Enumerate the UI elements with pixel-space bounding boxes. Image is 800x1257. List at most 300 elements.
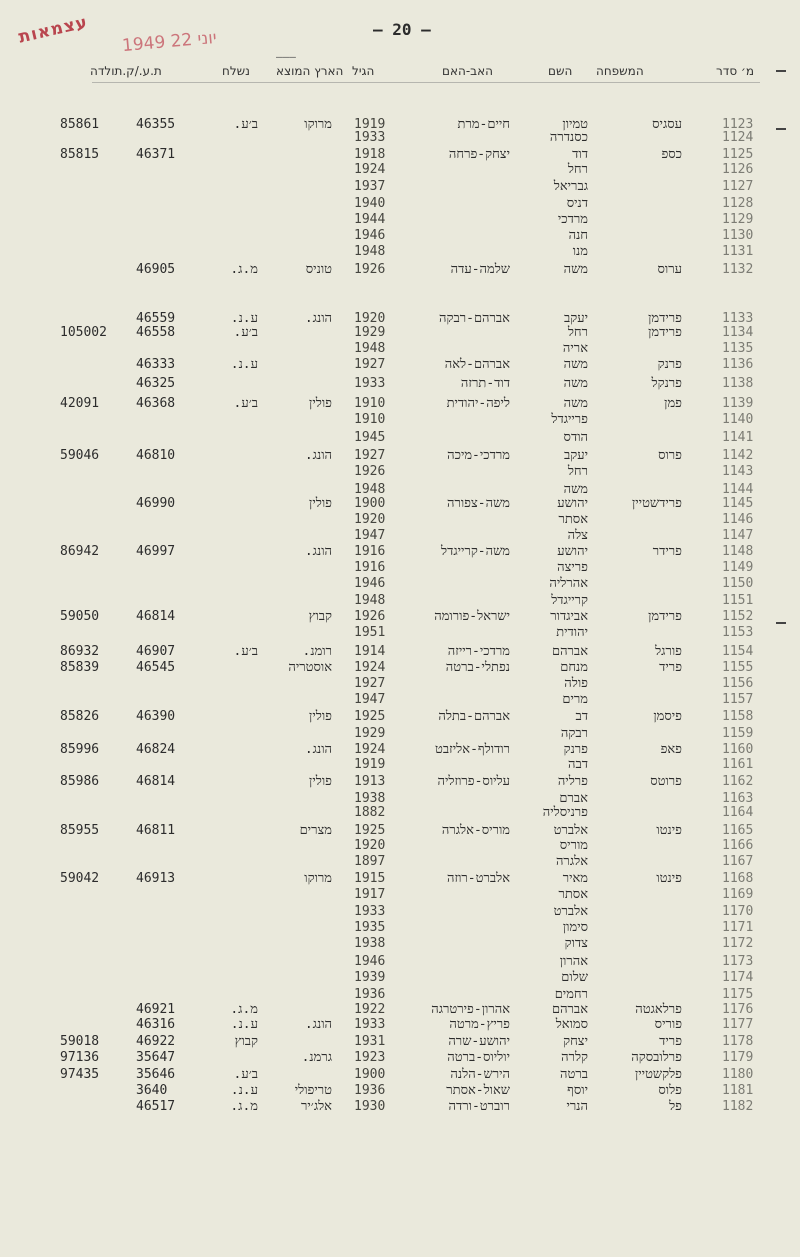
page-number: – 20 – [373, 20, 431, 39]
year-cell: 1945 [354, 430, 386, 445]
first-name-cell: אריה [562, 341, 588, 356]
first-name-cell: קלרה [561, 1050, 588, 1065]
parents-cell: אברהם-בתלה [438, 709, 510, 724]
id-number-cell: 46814 [136, 774, 176, 789]
sent-cell: ב׳ע. [233, 396, 258, 411]
header-family: המשפחה [596, 64, 644, 78]
origin-cell: מצרים [299, 823, 332, 838]
serial-cell: 1176 [722, 1002, 754, 1017]
year-cell: 1900 [354, 1067, 386, 1082]
id-number-cell: 46545 [136, 660, 176, 675]
year-cell: 1913 [354, 774, 386, 789]
serial-cell: 1136 [722, 357, 754, 372]
serial-cell: 1140 [722, 412, 754, 427]
header-dash-line: ——— [276, 50, 296, 63]
family-name-cell: ערוס [657, 262, 682, 277]
serial-cell: 1139 [722, 396, 754, 411]
parents-cell: שלמה-עדה [450, 262, 510, 277]
origin-cell: טריפולי [294, 1083, 332, 1098]
first-name-cell: ברטה [560, 1067, 588, 1082]
year-cell: 1910 [354, 412, 386, 427]
parents-cell: ליפה-יהודית [446, 396, 510, 411]
origin-cell: הונג. [304, 448, 332, 463]
first-name-cell: אסתר [558, 512, 588, 527]
year-cell: 1936 [354, 1083, 386, 1098]
family-name-cell: פרידמן [648, 311, 682, 326]
first-name-cell: משה [563, 262, 588, 277]
first-name-cell: דב [575, 709, 588, 724]
family-name-cell: פמן [664, 396, 682, 411]
record-number-cell: 97435 [60, 1067, 100, 1082]
id-number-cell: 46559 [136, 311, 176, 326]
serial-cell: 1151 [722, 593, 754, 608]
year-cell: 1927 [354, 676, 386, 691]
year-cell: 1916 [354, 544, 386, 559]
year-cell: 1937 [354, 179, 386, 194]
serial-cell: 1154 [722, 644, 754, 659]
origin-cell: גרמנ. [301, 1050, 332, 1065]
id-number-cell: 46390 [136, 709, 176, 724]
id-number-cell: 46810 [136, 448, 176, 463]
year-cell: 1919 [354, 757, 386, 772]
year-cell: 1936 [354, 987, 386, 1002]
serial-cell: 1175 [722, 987, 754, 1002]
serial-cell: 1124 [722, 130, 754, 145]
first-name-cell: דניס [566, 196, 588, 211]
first-name-cell: יהושע [557, 496, 588, 511]
date-stamp: 1949 יוני 22 [121, 27, 218, 57]
header-parents: האב-האם [442, 64, 493, 78]
serial-cell: 1153 [722, 625, 754, 640]
id-number-cell: 46922 [136, 1034, 176, 1049]
year-cell: 1920 [354, 311, 386, 326]
family-name-cell: פרוטס [650, 774, 682, 789]
serial-cell: 1161 [722, 757, 754, 772]
year-cell: 1935 [354, 920, 386, 935]
serial-cell: 1135 [722, 341, 754, 356]
sent-cell: ע.נ. [230, 1083, 258, 1098]
record-number-cell: 86942 [60, 544, 100, 559]
parents-cell: שאול-אסתר [446, 1083, 510, 1098]
origin-cell: הונג. [304, 1017, 332, 1032]
first-name-cell: יוסף [567, 1083, 588, 1098]
family-name-cell: פריד [659, 1034, 682, 1049]
family-name-cell: פרידשטיין [631, 496, 682, 511]
first-name-cell: הודס [563, 430, 588, 445]
year-cell: 1897 [354, 854, 386, 869]
record-number-cell: 59050 [60, 609, 100, 624]
record-number-cell: 42091 [60, 396, 100, 411]
first-name-cell: דבה [568, 757, 588, 772]
id-number-cell: 46811 [136, 823, 176, 838]
serial-cell: 1150 [722, 576, 754, 591]
year-cell: 1926 [354, 609, 386, 624]
year-cell: 1927 [354, 448, 386, 463]
family-name-cell: פריד [659, 660, 682, 675]
serial-cell: 1123 [722, 117, 754, 132]
first-name-cell: מנו [572, 244, 588, 259]
first-name-cell: מאיר [562, 871, 588, 886]
first-name-cell: כסנדרה [549, 130, 588, 145]
year-cell: 1917 [354, 887, 386, 902]
year-cell: 1924 [354, 742, 386, 757]
year-cell: 1946 [354, 576, 386, 591]
parents-cell: יהושע-שרה [448, 1034, 510, 1049]
first-name-cell: משה [563, 482, 588, 497]
serial-cell: 1132 [722, 262, 754, 277]
first-name-cell: גבריאל [553, 179, 588, 194]
year-cell: 1948 [354, 593, 386, 608]
first-name-cell: דוד [572, 147, 588, 162]
year-cell: 1919 [354, 117, 386, 132]
first-name-cell: פולה [564, 676, 588, 691]
origin-cell: פולין [309, 774, 332, 789]
year-cell: 1948 [354, 244, 386, 259]
first-name-cell: אהרליה [549, 576, 588, 591]
family-name-cell: עסגיס [652, 117, 682, 132]
serial-cell: 1131 [722, 244, 754, 259]
serial-cell: 1162 [722, 774, 754, 789]
page-number-value: 20 [392, 20, 412, 39]
table-row [0, 373, 800, 395]
first-name-cell: משה [563, 357, 588, 372]
family-name-cell: פרידמן [648, 325, 682, 340]
sent-cell: ע.נ. [230, 311, 258, 326]
first-name-cell: שלום [561, 970, 588, 985]
serial-cell: 1181 [722, 1083, 754, 1098]
header-year: הגיל [352, 64, 375, 78]
family-name-cell: פינטו [656, 871, 682, 886]
edge-tick-mark [776, 622, 786, 624]
sent-cell: מ.ג. [230, 262, 258, 277]
year-cell: 1946 [354, 228, 386, 243]
year-cell: 1918 [354, 147, 386, 162]
first-name-cell: משה [563, 396, 588, 411]
family-name-cell: פרלאגטה [635, 1002, 682, 1017]
family-name-cell: פינטו [656, 823, 682, 838]
year-cell: 1929 [354, 325, 386, 340]
family-name-cell: פאפ [660, 742, 682, 757]
year-cell: 1933 [354, 1017, 386, 1032]
header-origin: הארץ המוצא [276, 64, 344, 78]
id-number-cell: 46913 [136, 871, 176, 886]
serial-cell: 1168 [722, 871, 754, 886]
year-cell: 1882 [354, 805, 386, 820]
serial-cell: 1173 [722, 954, 754, 969]
parents-cell: יוליוס-ברטה [447, 1050, 510, 1065]
year-cell: 1920 [354, 838, 386, 853]
id-number-cell: 46316 [136, 1017, 176, 1032]
year-cell: 1927 [354, 357, 386, 372]
record-number-cell: 59046 [60, 448, 100, 463]
year-cell: 1923 [354, 1050, 386, 1065]
family-name-cell: פוריס [654, 1017, 682, 1032]
id-number-cell: 46333 [136, 357, 176, 372]
header-first-name: השם [548, 64, 573, 78]
parents-cell: מרדכי-מיכה [447, 448, 510, 463]
year-cell: 1925 [354, 823, 386, 838]
origin-cell: מרוקו [304, 117, 332, 132]
serial-cell: 1171 [722, 920, 754, 935]
serial-cell: 1145 [722, 496, 754, 511]
family-name-cell: פרלובסקה [631, 1050, 682, 1065]
family-name-cell: פרוס [658, 448, 682, 463]
family-name-cell: פלוס [658, 1083, 682, 1098]
first-name-cell: אלברט [553, 904, 588, 919]
serial-cell: 1144 [722, 482, 754, 497]
serial-cell: 1127 [722, 179, 754, 194]
record-number-cell: 105002 [60, 325, 107, 340]
first-name-cell: אביגדור [550, 609, 588, 624]
id-number-cell: 46905 [136, 262, 176, 277]
serial-cell: 1129 [722, 212, 754, 227]
record-number-cell: 97136 [60, 1050, 100, 1065]
parents-cell: רוברט-ורדה [448, 1099, 510, 1114]
first-name-cell: יעקב [564, 448, 588, 463]
year-cell: 1933 [354, 376, 386, 391]
first-name-cell: אברהם [551, 644, 588, 659]
red-ink-stamp: עצמאות [16, 12, 90, 48]
parents-cell: משה-קרייגדל [441, 544, 510, 559]
year-cell: 1933 [354, 904, 386, 919]
year-cell: 1940 [354, 196, 386, 211]
origin-cell: הונג. [304, 544, 332, 559]
first-name-cell: חנה [568, 228, 588, 243]
serial-cell: 1158 [722, 709, 754, 724]
origin-cell: מרוקו [304, 871, 332, 886]
family-name-cell: פרנק [657, 357, 682, 372]
year-cell: 1939 [354, 970, 386, 985]
serial-cell: 1182 [722, 1099, 754, 1114]
record-number-cell: 85839 [60, 660, 100, 675]
year-cell: 1938 [354, 936, 386, 951]
id-number-cell: 46325 [136, 376, 176, 391]
parents-cell: דוד-תרזה [460, 376, 510, 391]
first-name-cell: יעקב [564, 311, 588, 326]
header-id-columns: ת.ע./ק.תולדה [90, 64, 162, 78]
year-cell: 1947 [354, 692, 386, 707]
parents-cell: אברהם-רבקה [439, 311, 510, 326]
serial-cell: 1170 [722, 904, 754, 919]
year-cell: 1933 [354, 130, 386, 145]
serial-cell: 1177 [722, 1017, 754, 1032]
id-number-cell: 46990 [136, 496, 176, 511]
first-name-cell: רבקה [560, 726, 588, 741]
id-number-cell: 46371 [136, 147, 176, 162]
serial-cell: 1180 [722, 1067, 754, 1082]
first-name-cell: משה [563, 376, 588, 391]
serial-cell: 1172 [722, 936, 754, 951]
id-number-cell: 46824 [136, 742, 176, 757]
year-cell: 1931 [354, 1034, 386, 1049]
parents-cell: הירש-הלנה [450, 1067, 510, 1082]
first-name-cell: סימון [562, 920, 588, 935]
id-number-cell: 35646 [136, 1067, 176, 1082]
id-number-cell: 46814 [136, 609, 176, 624]
id-number-cell: 46517 [136, 1099, 176, 1114]
record-number-cell: 85861 [60, 117, 100, 132]
serial-cell: 1164 [722, 805, 754, 820]
first-name-cell: אלגרה [555, 854, 588, 869]
first-name-cell: רחל [567, 464, 588, 479]
first-name-cell: פרייגדל [551, 412, 588, 427]
serial-cell: 1143 [722, 464, 754, 479]
sent-cell: מ.ג. [230, 1002, 258, 1017]
record-number-cell: 85955 [60, 823, 100, 838]
serial-cell: 1166 [722, 838, 754, 853]
year-cell: 1938 [354, 791, 386, 806]
id-number-cell: 46921 [136, 1002, 176, 1017]
sent-cell: ע.נ. [230, 357, 258, 372]
sent-cell: ב׳ע. [233, 644, 258, 659]
parents-cell: עליוס-פרוזליה [437, 774, 510, 789]
serial-cell: 1141 [722, 430, 754, 445]
first-name-cell: יהודית [556, 625, 588, 640]
origin-cell: הונג. [304, 311, 332, 326]
edge-tick-mark [776, 128, 786, 130]
first-name-cell: רחל [567, 162, 588, 177]
parents-cell: אלברט-רוזה [446, 871, 510, 886]
origin-cell: הונג. [304, 742, 332, 757]
serial-cell: 1174 [722, 970, 754, 985]
year-cell: 1924 [354, 660, 386, 675]
serial-cell: 1179 [722, 1050, 754, 1065]
family-name-cell: פלקשטיין [634, 1067, 682, 1082]
serial-cell: 1163 [722, 791, 754, 806]
parents-cell: ישראל-פורומה [434, 609, 510, 624]
parents-cell: מרדכי-רייזה [447, 644, 510, 659]
serial-cell: 1160 [722, 742, 754, 757]
year-cell: 1922 [354, 1002, 386, 1017]
record-number-cell: 85986 [60, 774, 100, 789]
serial-cell: 1126 [722, 162, 754, 177]
header-sent: נשלח [222, 64, 250, 78]
sent-cell: ב׳ע. [233, 325, 258, 340]
family-name-cell: פל [669, 1099, 682, 1114]
year-cell: 1920 [354, 512, 386, 527]
first-name-cell: פרניסליה [542, 805, 588, 820]
serial-cell: 1167 [722, 854, 754, 869]
sent-cell: מ.ג. [230, 1099, 258, 1114]
first-name-cell: מנחם [560, 660, 588, 675]
year-cell: 1924 [354, 162, 386, 177]
first-name-cell: יצחק [563, 1034, 588, 1049]
table-row [0, 259, 800, 281]
record-number-cell: 86932 [60, 644, 100, 659]
year-cell: 1947 [354, 528, 386, 543]
serial-cell: 1149 [722, 560, 754, 575]
id-number-cell: 46997 [136, 544, 176, 559]
year-cell: 1900 [354, 496, 386, 511]
parents-cell: יצחק-פרחה [448, 147, 510, 162]
year-cell: 1914 [354, 644, 386, 659]
parents-cell: מוריס-אלגרה [441, 823, 510, 838]
origin-cell: אלג׳יר [301, 1099, 332, 1114]
first-name-cell: רחמים [554, 987, 588, 1002]
id-number-cell: 46558 [136, 325, 176, 340]
year-cell: 1916 [354, 560, 386, 575]
parents-cell: נפתלי-ברטה [445, 660, 510, 675]
origin-cell: פולין [309, 709, 332, 724]
serial-cell: 1169 [722, 887, 754, 902]
sent-cell: ע.נ. [230, 1017, 258, 1032]
record-number-cell: 85996 [60, 742, 100, 757]
first-name-cell: מרים [562, 692, 588, 707]
parents-cell: חיים-מרת [457, 117, 510, 132]
sent-cell: קבוץ [234, 1034, 258, 1049]
origin-cell: טוניס [305, 262, 332, 277]
record-number-cell: 59042 [60, 871, 100, 886]
year-cell: 1948 [354, 482, 386, 497]
origin-cell: פולין [309, 496, 332, 511]
first-name-cell: מוריס [559, 838, 588, 853]
first-name-cell: אברהם [551, 1002, 588, 1017]
serial-cell: 1178 [722, 1034, 754, 1049]
serial-cell: 1128 [722, 196, 754, 211]
serial-cell: 1142 [722, 448, 754, 463]
family-name-cell: כספ [661, 147, 682, 162]
year-cell: 1915 [354, 871, 386, 886]
serial-cell: 1138 [722, 376, 754, 391]
first-name-cell: הנרי [566, 1099, 588, 1114]
first-name-cell: צלה [567, 528, 588, 543]
first-name-cell: אלברט [553, 823, 588, 838]
parents-cell: אהרון-פירטרגה [431, 1002, 510, 1017]
first-name-cell: אהרון [559, 954, 588, 969]
origin-cell: פולין [309, 396, 332, 411]
family-name-cell: פרידר [652, 544, 682, 559]
serial-cell: 1133 [722, 311, 754, 326]
first-name-cell: פרנק [563, 742, 588, 757]
table-row [0, 1096, 800, 1118]
serial-cell: 1152 [722, 609, 754, 624]
serial-cell: 1147 [722, 528, 754, 543]
year-cell: 1926 [354, 464, 386, 479]
parents-cell: רודולף-אליזבט [435, 742, 510, 757]
id-number-cell: 46355 [136, 117, 176, 132]
year-cell: 1930 [354, 1099, 386, 1114]
record-number-cell: 85826 [60, 709, 100, 724]
year-cell: 1926 [354, 262, 386, 277]
id-number-cell: 3640 [136, 1083, 168, 1098]
family-name-cell: פורגל [655, 644, 682, 659]
header-serial: מ׳ סדר [716, 64, 755, 78]
parents-cell: אברהם-לאה [444, 357, 510, 372]
serial-cell: 1159 [722, 726, 754, 741]
first-name-cell: טמיון [562, 117, 588, 132]
serial-cell: 1156 [722, 676, 754, 691]
serial-cell: 1157 [722, 692, 754, 707]
record-number-cell: 59018 [60, 1034, 100, 1049]
year-cell: 1910 [354, 396, 386, 411]
family-name-cell: פרידמן [648, 609, 682, 624]
first-name-cell: צדוק [564, 936, 588, 951]
first-name-cell: סמואל [555, 1017, 588, 1032]
first-name-cell: יהושע [557, 544, 588, 559]
serial-cell: 1130 [722, 228, 754, 243]
first-name-cell: פרליה [557, 774, 588, 789]
sent-cell: ב׳ע. [233, 1067, 258, 1082]
year-cell: 1929 [354, 726, 386, 741]
parents-cell: פריץ-מרטה [449, 1017, 510, 1032]
origin-cell: רומנ. [302, 644, 332, 659]
year-cell: 1948 [354, 341, 386, 356]
family-name-cell: פרנקל [651, 376, 682, 391]
parents-cell: משה-צפורה [446, 496, 510, 511]
edge-tick-mark [776, 70, 786, 72]
serial-cell: 1155 [722, 660, 754, 675]
first-name-cell: אברם [559, 791, 588, 806]
